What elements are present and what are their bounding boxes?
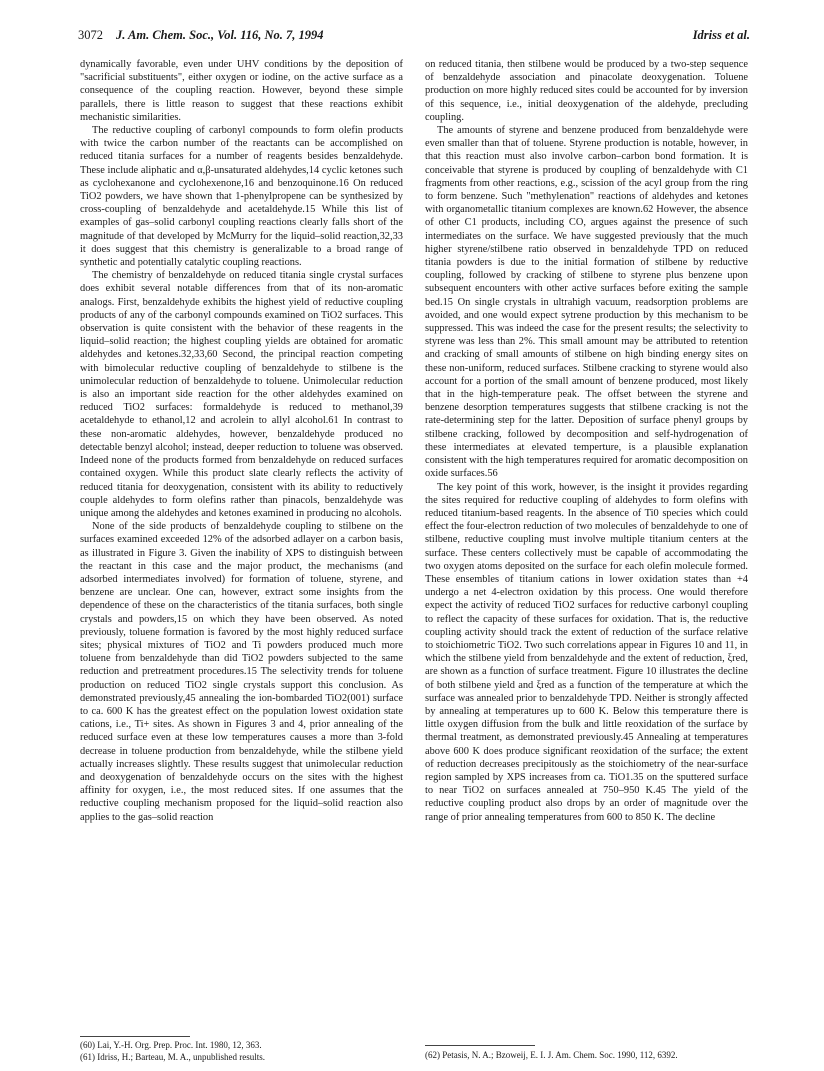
paragraph: The key point of this work, however, is the insight it provides regarding the sites required for reductive coupling of aldehydes to form olefins with reduced titanium-based reagents. In the absence of Ti0 species which could effect the four-electron reduction of two molecules of benzaldehyde to one of stilbene, reductive coupling must involve multiple titanium centers at the surface. These centers collectively must be capable of accommodating the two oxygen atoms deposited on the surface for each olefin molecule formed. These ensembles of titanium cations in lower oxidation states than +4 undergo a net 4-electron oxidation by this process. One would therefore expect the activity of reduced TiO2 surfaces for reductive carbonyl coupling to reflect the capacity of these surfaces for oxidation. That is, the reductive coupling activity should track the extent of reduction of the surface relative to stoichiometric TiO2. Two such correlations appear in Figures 10 and 11, in which the stilbene yield from benzaldehyde and the extent of reduction, ξred, are shown as a function of surface treatment. Figure 10 illustrates the decline of both stilbene yield and ξred as a function of the temperature at which the surface was annealed prior to benzaldehyde TPD. Neither is strongly affected by annealing at temperatures up to 600 K. Below this temperature there is little oxygen diffusion from the bulk and little reoxidation of the surface by thermal treatment, as demonstrated previously.45 Annealing at temperatures above 600 K does produce significant reoxidation of the surface; the extent of reduction decreases precipitously as the stoichiometry of the near-surface region sampled by XPS increases from ca. TiO1.35 on the sputtered surface to near TiO2 on surfaces annealed at 750–950 K.45 The yield of the reductive coupling product also drops by an order of magnitude over the range of prior annealing temperatures from 600 to 850 K. The decline: [425, 481, 748, 823]
page-number: 3072: [78, 28, 103, 42]
footnotes-left: [80, 1040, 403, 1063]
footnote: (61) Idriss, H.; Barteau, M. A., unpublished results.: [80, 1051, 265, 1062]
paragraph: The reductive coupling of carbonyl compounds to form olefin products with twice the carbon number of the reactants can be accomplished on reduced titania surfaces for a number of reagents besides benzaldehyde. These include aliphatic and α,β-unsaturated aldehydes,14 cyclic ketones such as cyclohexanone and cyclohexenone,16 and benzoquinone.16 On reduced TiO2 powders, we have shown that 1-phenylpropene can be synthesized by cross-coupling of benzaldehyde and acetaldehyde.15 While this list of examples of gas–solid carbonyl coupling reactions clearly falls short of the magnitude of that developed by McMurry for the liquid–solid reaction,32,33 it does suggest that this chemistry is generalizable to a broad range of synthetic and potentially catalytic coupling reactions.: [80, 125, 403, 269]
footnotes-right: [425, 1050, 748, 1062]
paragraph: None of the side products of benzaldehyde coupling to stilbene on the surfaces examined exceeded 12% of the adsorbed adlayer on a carbon basis, as illustrated in Figure 3. Given the inability of XPS to distinguish between the reactant in this case and the major product, the mechanisms (and adsorbed intermediates involved) for formation of toluene, styrene, and benzene are unclear. One can, however, extract some insights from the dependence of these on the characteristics of the titania surfaces, both single crystals and powders,15 on which they have been observed. As noted previously, toluene formation is favored by the most highly reduced surface sites; physical mixtures of TiO2 and Ti powders produced much more toluene from benzaldehyde than did TiO2 powders subjected to the same reduction and pretreatment procedures.15 The selectivity trends for toluene production on reduced TiO2 single crystals support this conclusion. As demonstrated previously,45 annealing the ion-bombarded TiO2(001) surface to ca. 600 K has the greatest effect on the population lowest oxidation state cations, i.e., Ti+ sites. As shown in Figures 3 and 4, prior annealing of the reduced surface even at these low temperatures causes a more than 3-fold decrease in toluene production from benzaldehyde, while the stilbene yield actually increases slightly. These results suggest that unimolecular reduction and deoxygenation of benzaldehyde occurs on the sites with the highest affinity for oxygen, i.e., the most reduced sites. If one assumes that the reductive coupling mechanism proposed for the liquid–solid reaction also applies to the gas–solid reaction: [80, 521, 403, 823]
paragraph: The amounts of styrene and benzene produced from benzaldehyde were even smaller than that of toluene. Styrene production is notable, however, in that this reaction must also involve carbon–carbon bond formation. It is conceivable that styrene is produced by coupling of benzaldehyde with C1 fragments from other reactions, e.g., scission of the acyl group from the ring to form benzene. Such "methylenation" reactions of aldehydes and ketones with organometallic titanium complexes are known.62 However, the absence of other C1 products, including CO, argues against the presence of such intermediates on the surface. We have suggested previously that the much higher styrene/stilbene ratio observed in benzaldehyde TPD on reduced titania powders is due to the initial formation of stilbene by reductive coupling, followed by cracking of stilbene to styrene plus benzene upon subsequent encounters with other active surfaces before exiting the sample bed.15 On single crystals in ultrahigh vacuum, readsorption problems are avoided, and one would expect sytrene production by this mechanism to be suppressed. This was indeed the case for the present results; the selectivity to styrene was less than 2%. This small amount may be attributed to retention and cracking of small amounts of stilbene on high binding energy sites on these non-uniform, reduced surfaces. Stilbene cracking to styrene would also account for a portion of the small amount of benzene produced, most likely that in the high-temperature peak. The offset between the styrene and benzene desorption temperatures suggests that stilbene cracking is not the rate-determining step for the latter. Deposition of surface phenyl groups by stilbene cracking, followed by decomposition and self-hydrogenation of these intermediates at elevated temperture, is a plausible explanation consistent with the high temperatures required for aromatic decomposition on oxide surfaces.56: [425, 125, 748, 480]
running-authors: Idriss et al.: [692, 28, 750, 42]
journal-citation: J. Am. Chem. Soc., Vol. 116, No. 7, 1994: [116, 28, 324, 42]
paragraph: on reduced titania, then stilbene would be produced by a two-step sequence of benzaldehyde association and pinacolate deoxygenation. Toluene production on more highly reduced sites could be accounted for by inversion of this sequence, i.e., initial deoxygenation of the aldehyde, precluding coupling.: [425, 59, 748, 123]
paragraph: dynamically favorable, even under UHV conditions by the deposition of "sacrificial substituents", either oxygen or iodine, on the active surface as a consequence of the coupling reaction. However, beyond these simple parallels, there is little reason to suggest that these reactions exhibit mechanistic similarities.: [80, 59, 403, 123]
footnote-rule-right: [425, 1045, 535, 1046]
footnote-rule-left: [80, 1036, 190, 1037]
left-column: [80, 58, 403, 824]
footnote: (62) Petasis, N. A.; Bzoweij, E. I. J. Am. Chem. Soc. 1990, 112, 6392.: [425, 1050, 678, 1060]
running-header: [78, 28, 750, 46]
paragraph: The chemistry of benzaldehyde on reduced titania single crystal surfaces does exhibit several notable differences from that of its non-aromatic analogs. First, benzaldehyde exhibits the highest yield of reductive coupling products of any of the carbonyl compounds examined on TiO2 surfaces. This observation is quite consistent with the behavior of these reagents in the liquid–solid reaction; the highest coupling yields are obtained for aromatic aldehydes and ketones.32,33,60 Second, the principal reaction competing with bimolecular reductive coupling of benzaldehyde to stilbene is the unimolecular reduction of benzaldehyde to toluene. Unimolecular reduction is also an important side reaction for the other aldehydes examined on reduced TiO2 surfaces: formaldehyde is reduced to methanol,39 acetaldehyde to ethanol,12 and acrolein to allyl alcohol.61 In contrast to these non-aromatic aldehydes, however, benzaldehyde produced no detectable benzyl alcohol; instead, deeper reduction to toluene was observed. Indeed none of the products formed from benzaldehyde on reduced surfaces contained oxygen. While this product slate clearly reflects the activity of reduced titania for deoxygenation, consistent with its ability to reductively couple aldehydes to form olefins rather than pinacols, benzaldehyde was unique among the aldehydes and ketones examined in producing no alcohols.: [80, 270, 403, 519]
right-column: [425, 58, 748, 824]
footnote: (60) Lai, Y.-H. Org. Prep. Proc. Int. 1980, 12, 363.: [80, 1040, 262, 1050]
